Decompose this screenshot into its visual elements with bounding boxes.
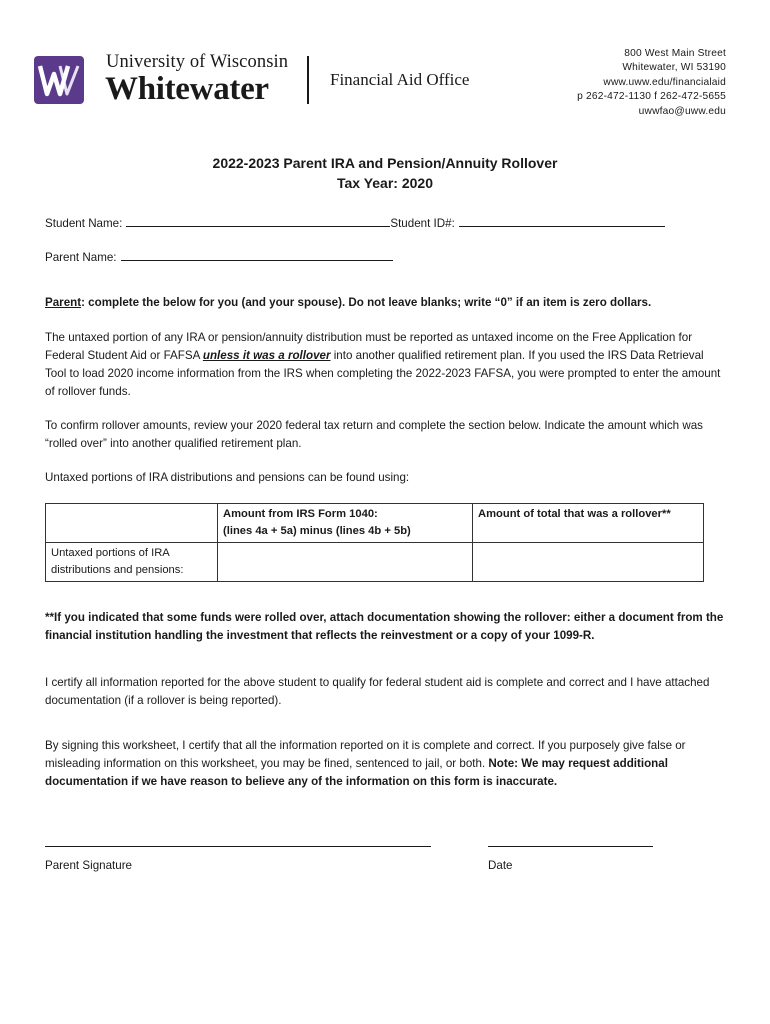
signing-statement [45,737,725,791]
header-rollover: Amount of total that was a rollover** [478,508,671,520]
student-name-field[interactable] [126,213,390,227]
table-header-row [46,504,704,543]
table-header-cell [218,504,473,543]
header-divider [307,56,309,104]
student-id-label: Student ID#: [390,217,455,230]
signing-note: Note: We may request additional documentation if we have reason to believe any of the information on this form is inaccurate. [45,757,668,788]
address-phone-fax: p 262-472-1130 f 262-472-5655 [577,91,726,103]
footnote: **If you indicated that some funds were rolled over, attach documentation showing the rollover: either a document from the financial institution handling the investment that reflects the reinvestment or a copy of your 1099-R. [45,611,724,642]
address-line: 800 West Main Street [624,48,726,59]
row-label-line2: distributions and pensions: [51,564,184,576]
signing-text: By signing this worksheet, I certify that all the information reported on it is complete and correct. If you purposely give false or misleading information on this worksheet, you may be fined, sentenced to jail, or both. [45,739,686,770]
address-website[interactable]: www.uww.edu/financialaid [603,76,726,88]
student-fields-row [45,213,665,230]
table-row [46,543,704,582]
parent-name-label: Parent Name: [45,251,117,264]
parent-signature-label: Parent Signature [45,859,133,872]
rollover-table [45,503,704,582]
amount-input-cell[interactable] [218,543,473,582]
university-name-line1: University of Wisconsin [106,52,289,72]
table-row-label [46,543,218,582]
university-name-line2: Whitewater [105,71,269,107]
parent-word: Parent [45,296,82,309]
parent-signature-line[interactable] [45,846,431,847]
header-amount-line2: (lines 4a + 5a) minus (lines 4b + 5b) [223,525,411,537]
row-label-line1: Untaxed portions of IRA [51,547,170,559]
student-id-field[interactable] [459,213,665,227]
student-name-label: Student Name: [45,217,123,230]
header-amount-line1: Amount from IRS Form 1040: [223,508,378,520]
table-header-cell [46,504,218,543]
form-title: 2022-2023 Parent IRA and Pension/Annuity Rollover [212,155,558,171]
parent-name-field[interactable] [121,247,393,261]
university-logo-mark [34,56,84,104]
paragraph-found-using: Untaxed portions of IRA distributions and pensions can be found using: [45,471,410,484]
rollover-emphasis: unless it was a rollover [202,349,331,362]
address-line: Whitewater, WI 53190 [622,62,726,74]
paragraph-text: into another qualified retirement plan. If you used the IRS Data Retrieval Tool to load 2020 income information from the IRS when completing the 2022-2023 FAFSA, you were prompted to enter the amount of rollover funds. [45,349,721,398]
parent-name-row [45,247,393,264]
office-address [577,47,726,119]
paragraph-confirm: To confirm rollover amounts, review your 2020 federal tax return and complete the section below. Indicate the amount which was “rolled over” into another qualified retirement plan. [45,419,703,450]
address-email[interactable]: uwwfao@uww.edu [638,105,726,117]
date-line[interactable] [488,846,653,847]
form-tax-year: Tax Year: 2020 [336,175,433,191]
parent-instruction [45,294,725,312]
parent-instruction-text: : complete the below for you (and your spouse). Do not leave blanks; write “0” if an item is zero dollars. [81,296,652,309]
date-label: Date [488,859,513,872]
rollover-input-cell[interactable] [473,543,704,582]
table-header-cell [473,504,704,543]
paragraph-untaxed [45,329,725,401]
paragraph-text: The untaxed portion of any IRA or pension/annuity distribution must be reported as untaxed income on the Free Application for Federal Student Aid or FAFSA [45,331,693,362]
certification-statement: I certify all information reported for the above student to qualify for federal student aid is complete and correct and I have attached documentation (if a rollover is being reported). [45,676,710,707]
office-name: Financial Aid Office [330,70,470,89]
